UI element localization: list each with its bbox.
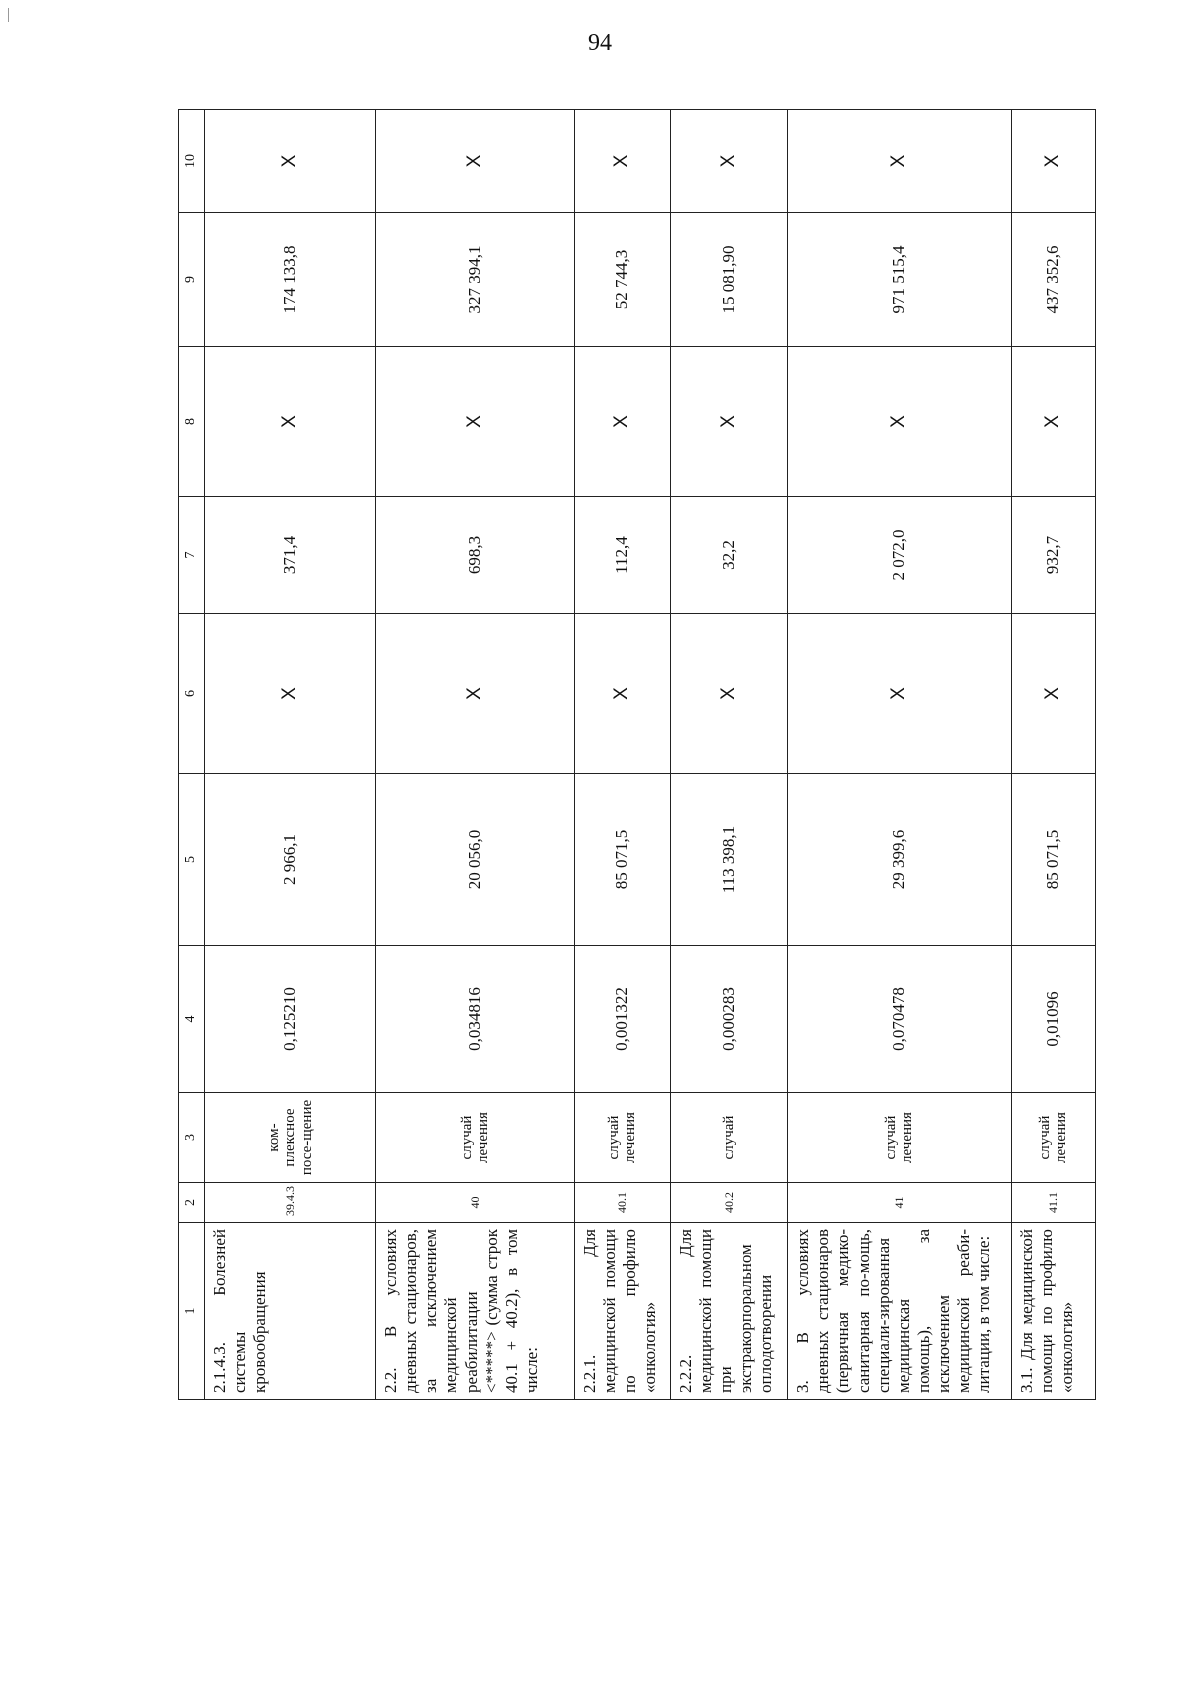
row-col6: Х — [205, 614, 376, 774]
row-norm: 0,001322 — [574, 946, 670, 1093]
row-unit: случай лечения — [574, 1093, 670, 1183]
row-name: 3. В условиях дневных стационаров (первичная медико-санитарная по-мощь, специали-зированная медицинская помощь), за исключением медицинской реаби-литации, в том числе: — [788, 1223, 1011, 1400]
row-col6: Х — [1011, 614, 1095, 774]
row-col7: 32,2 — [670, 497, 787, 614]
row-col7: 2 072,0 — [788, 497, 1011, 614]
row-col6: Х — [788, 614, 1011, 774]
row-col10: Х — [788, 110, 1011, 213]
row-cost: 20 056,0 — [376, 774, 574, 946]
row-name: 2.2.2. Для медицинской помощи при экстракорпоральном оплодотворении — [670, 1223, 787, 1400]
row-col7: 371,4 — [205, 497, 376, 614]
row-col8: Х — [205, 347, 376, 497]
row-unit: случай лечения — [788, 1093, 1011, 1183]
row-col9: 327 394,1 — [376, 213, 574, 347]
row-code: 41 — [788, 1183, 1011, 1223]
row-col6: Х — [574, 614, 670, 774]
row-cost: 2 966,1 — [205, 774, 376, 946]
header-cell: 7 — [179, 497, 205, 614]
row-unit: ком-плексное посе-щение — [205, 1093, 376, 1183]
row-code: 40.1 — [574, 1183, 670, 1223]
row-col10: Х — [574, 110, 670, 213]
row-col9: 174 133,8 — [205, 213, 376, 347]
row-col9: 15 081,90 — [670, 213, 787, 347]
header-cell: 6 — [179, 614, 205, 774]
margin-mark — [8, 8, 9, 22]
row-name: 2.2.1. Для медицинской помощи по профилю «онкология» — [574, 1223, 670, 1400]
row-norm: 0,034816 — [376, 946, 574, 1093]
row-norm: 0,070478 — [788, 946, 1011, 1093]
row-code: 41.1 — [1011, 1183, 1095, 1223]
row-col8: Х — [1011, 347, 1095, 497]
row-code: 40.2 — [670, 1183, 787, 1223]
row-norm: 0,01096 — [1011, 946, 1095, 1093]
row-col10: Х — [205, 110, 376, 213]
row-col8: Х — [376, 347, 574, 497]
table-row — [1011, 110, 1095, 1400]
table-frame — [178, 110, 1096, 1400]
header-cell: 2 — [179, 1183, 205, 1223]
row-col10: Х — [670, 110, 787, 213]
row-col10: Х — [1011, 110, 1095, 213]
row-col6: Х — [376, 614, 574, 774]
header-row — [179, 110, 205, 1400]
header-cell: 5 — [179, 774, 205, 946]
header-cell: 8 — [179, 347, 205, 497]
table-row — [788, 110, 1011, 1400]
table-row — [376, 110, 574, 1400]
row-name: 2.1.4.3. Болезней системы кровообращения — [205, 1223, 376, 1400]
header-cell: 10 — [179, 110, 205, 213]
row-norm: 0,125210 — [205, 946, 376, 1093]
table-row — [574, 110, 670, 1400]
row-col9: 52 744,3 — [574, 213, 670, 347]
row-cost: 85 071,5 — [1011, 774, 1095, 946]
row-name: 3.1. Для медицинской помощи по профилю «онкология» — [1011, 1223, 1095, 1400]
row-unit: случай — [670, 1093, 787, 1183]
row-col8: Х — [788, 347, 1011, 497]
row-col7: 112,4 — [574, 497, 670, 614]
rotated-table-container — [178, 110, 1096, 1400]
row-col10: Х — [376, 110, 574, 213]
header-cell: 3 — [179, 1093, 205, 1183]
row-unit: случай лечения — [1011, 1093, 1095, 1183]
row-cost: 29 399,6 — [788, 774, 1011, 946]
row-code: 40 — [376, 1183, 574, 1223]
row-code: 39.4.3 — [205, 1183, 376, 1223]
row-name: 2.2. В условиях дневных стационаров, за исключением медицинской реабилитации <*****> (сумма строк 40.1 + 40.2), в том числе: — [376, 1223, 574, 1400]
row-col7: 932,7 — [1011, 497, 1095, 614]
table-row — [205, 110, 376, 1400]
row-col9: 437 352,6 — [1011, 213, 1095, 347]
row-unit: случай лечения — [376, 1093, 574, 1183]
financing-table — [178, 109, 1096, 1400]
table-row — [670, 110, 787, 1400]
row-cost: 85 071,5 — [574, 774, 670, 946]
row-cost: 113 398,1 — [670, 774, 787, 946]
row-norm: 0,000283 — [670, 946, 787, 1093]
header-cell: 4 — [179, 946, 205, 1093]
row-col7: 698,3 — [376, 497, 574, 614]
header-cell: 9 — [179, 213, 205, 347]
row-col9: 971 515,4 — [788, 213, 1011, 347]
row-col8: Х — [670, 347, 787, 497]
row-col6: Х — [670, 614, 787, 774]
row-col8: Х — [574, 347, 670, 497]
page-number: 94 — [588, 30, 612, 56]
header-cell: 1 — [179, 1223, 205, 1400]
